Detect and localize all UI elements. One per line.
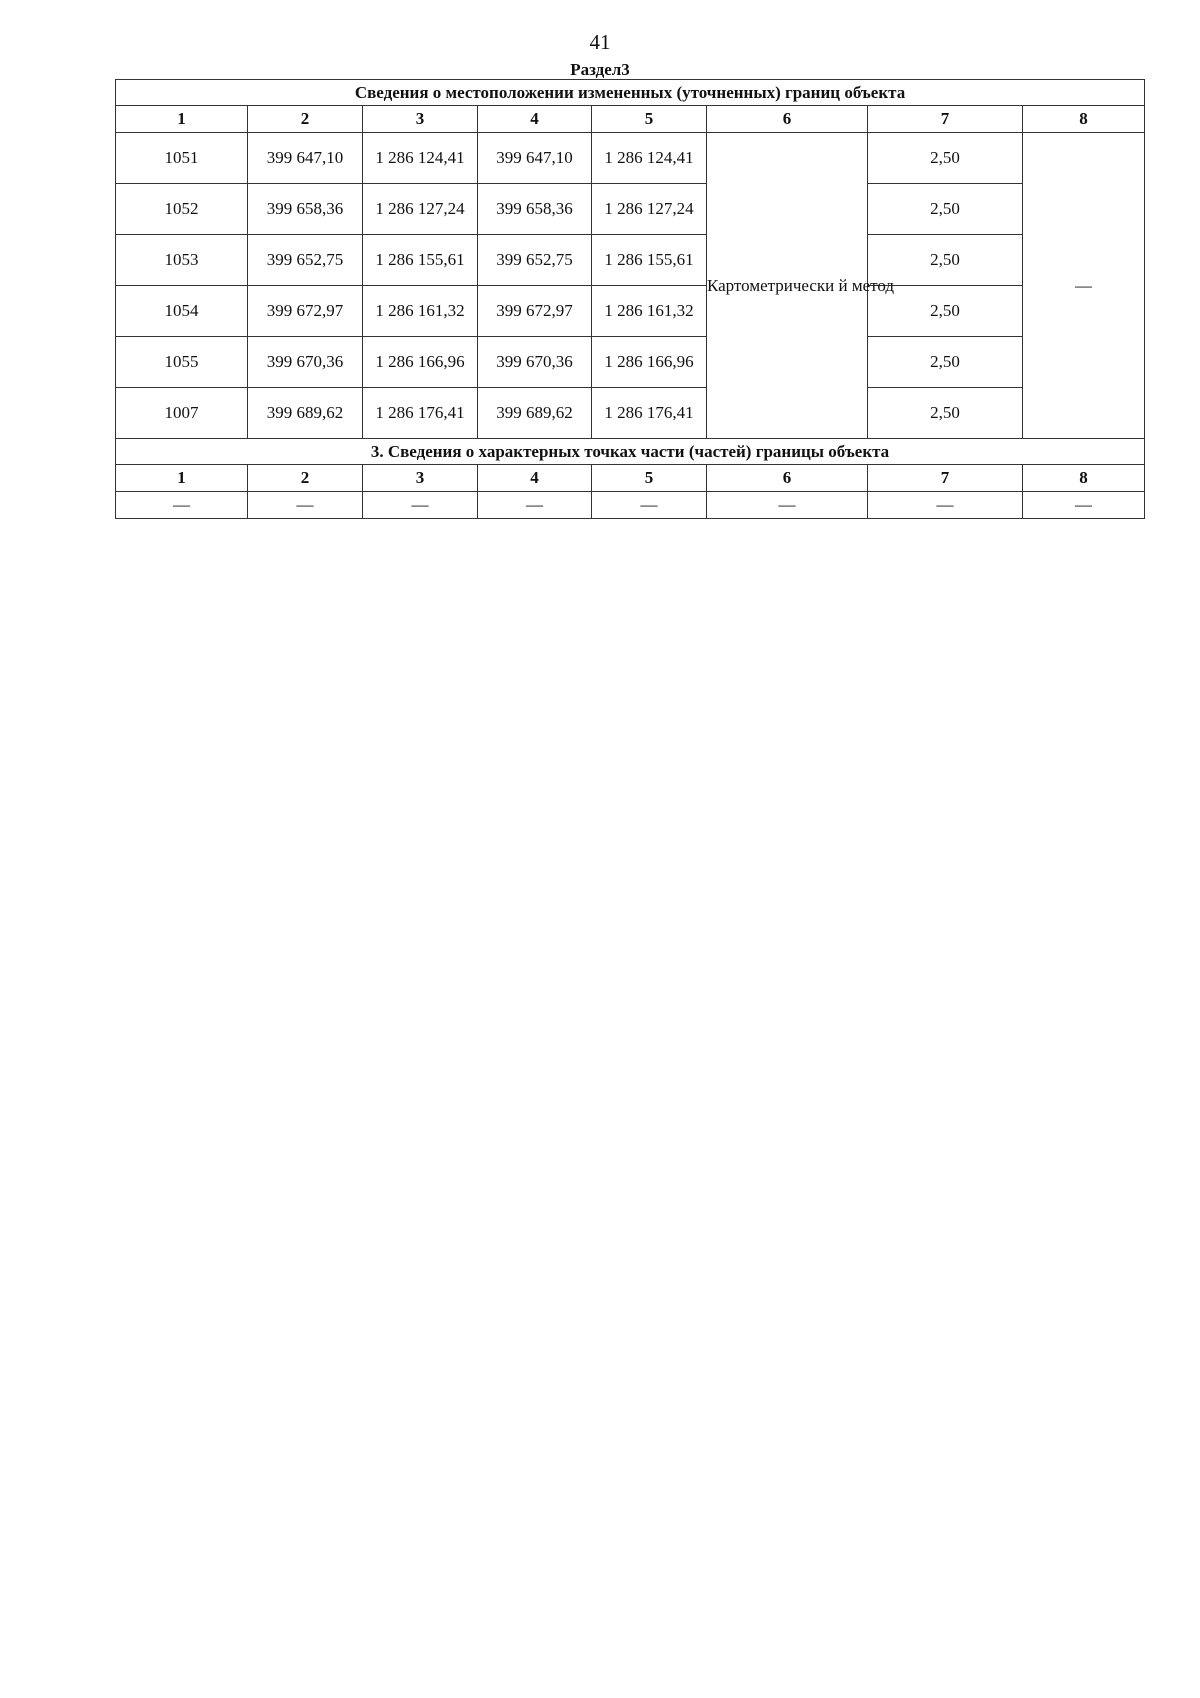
y-coordinate-new: 1 286 124,41 xyxy=(592,133,707,184)
y-coordinate: 1 286 155,61 xyxy=(363,235,478,286)
table1-title: Сведения о местоположении измененных (уточненных) границ объекта xyxy=(116,80,1145,106)
column-header: 8 xyxy=(1023,106,1145,133)
empty-cell: — xyxy=(592,492,707,519)
empty-cell: — xyxy=(116,492,248,519)
y-coordinate-new: 1 286 161,32 xyxy=(592,286,707,337)
point-number: 1055 xyxy=(116,337,248,388)
table-row xyxy=(116,184,1145,235)
column-header: 5 xyxy=(592,465,707,492)
column-header: 3 xyxy=(363,106,478,133)
column-header: 6 xyxy=(707,465,868,492)
table-row xyxy=(116,337,1145,388)
column-header: 5 xyxy=(592,106,707,133)
table1-title-row xyxy=(116,80,1145,106)
x-coordinate-new: 399 658,36 xyxy=(478,184,592,235)
empty-cell: — xyxy=(478,492,592,519)
column-header: 3 xyxy=(363,465,478,492)
accuracy-value: 2,50 xyxy=(868,184,1023,235)
y-coordinate: 1 286 176,41 xyxy=(363,388,478,439)
x-coordinate-new: 399 672,97 xyxy=(478,286,592,337)
x-coordinate-new: 399 647,10 xyxy=(478,133,592,184)
table1-header-row xyxy=(116,106,1145,133)
table-row xyxy=(116,133,1145,184)
accuracy-value: 2,50 xyxy=(868,388,1023,439)
accuracy-value: 2,50 xyxy=(868,337,1023,388)
section-heading: Раздел3 xyxy=(570,60,630,79)
point-number: 1007 xyxy=(116,388,248,439)
table-row xyxy=(116,388,1145,439)
table2-header-row xyxy=(116,465,1145,492)
x-coordinate: 399 647,10 xyxy=(248,133,363,184)
empty-cell: — xyxy=(868,492,1023,519)
x-coordinate-new: 399 670,36 xyxy=(478,337,592,388)
empty-cell: — xyxy=(1023,492,1145,519)
x-coordinate: 399 652,75 xyxy=(248,235,363,286)
y-coordinate: 1 286 124,41 xyxy=(363,133,478,184)
method-cell: Картометрически й метод xyxy=(707,133,868,439)
column-header: 2 xyxy=(248,106,363,133)
x-coordinate: 399 672,97 xyxy=(248,286,363,337)
column8-cell: — xyxy=(1023,133,1145,439)
y-coordinate: 1 286 166,96 xyxy=(363,337,478,388)
empty-cell: — xyxy=(707,492,868,519)
empty-cell: — xyxy=(248,492,363,519)
y-coordinate-new: 1 286 127,24 xyxy=(592,184,707,235)
table2-title: 3. Сведения о характерных точках части (частей) границы объекта xyxy=(116,439,1145,465)
column-header: 8 xyxy=(1023,465,1145,492)
column-header: 7 xyxy=(868,106,1023,133)
table-row xyxy=(116,492,1145,519)
empty-cell: — xyxy=(363,492,478,519)
x-coordinate: 399 658,36 xyxy=(248,184,363,235)
y-coordinate-new: 1 286 176,41 xyxy=(592,388,707,439)
point-number: 1051 xyxy=(116,133,248,184)
table-row xyxy=(116,235,1145,286)
accuracy-value: 2,50 xyxy=(868,286,1023,337)
x-coordinate-new: 399 689,62 xyxy=(478,388,592,439)
point-number: 1052 xyxy=(116,184,248,235)
column-header: 4 xyxy=(478,465,592,492)
point-number: 1054 xyxy=(116,286,248,337)
accuracy-value: 2,50 xyxy=(868,235,1023,286)
boundary-table xyxy=(115,79,1145,519)
x-coordinate: 399 689,62 xyxy=(248,388,363,439)
point-number: 1053 xyxy=(116,235,248,286)
page-number: 41 xyxy=(589,30,611,54)
y-coordinate-new: 1 286 155,61 xyxy=(592,235,707,286)
column-header: 2 xyxy=(248,465,363,492)
accuracy-value: 2,50 xyxy=(868,133,1023,184)
column-header: 1 xyxy=(116,465,248,492)
table-row xyxy=(116,286,1145,337)
column-header: 7 xyxy=(868,465,1023,492)
column-header: 1 xyxy=(116,106,248,133)
column-header: 6 xyxy=(707,106,868,133)
x-coordinate-new: 399 652,75 xyxy=(478,235,592,286)
y-coordinate: 1 286 127,24 xyxy=(363,184,478,235)
column-header: 4 xyxy=(478,106,592,133)
y-coordinate: 1 286 161,32 xyxy=(363,286,478,337)
y-coordinate-new: 1 286 166,96 xyxy=(592,337,707,388)
table2-title-row xyxy=(116,439,1145,465)
x-coordinate: 399 670,36 xyxy=(248,337,363,388)
